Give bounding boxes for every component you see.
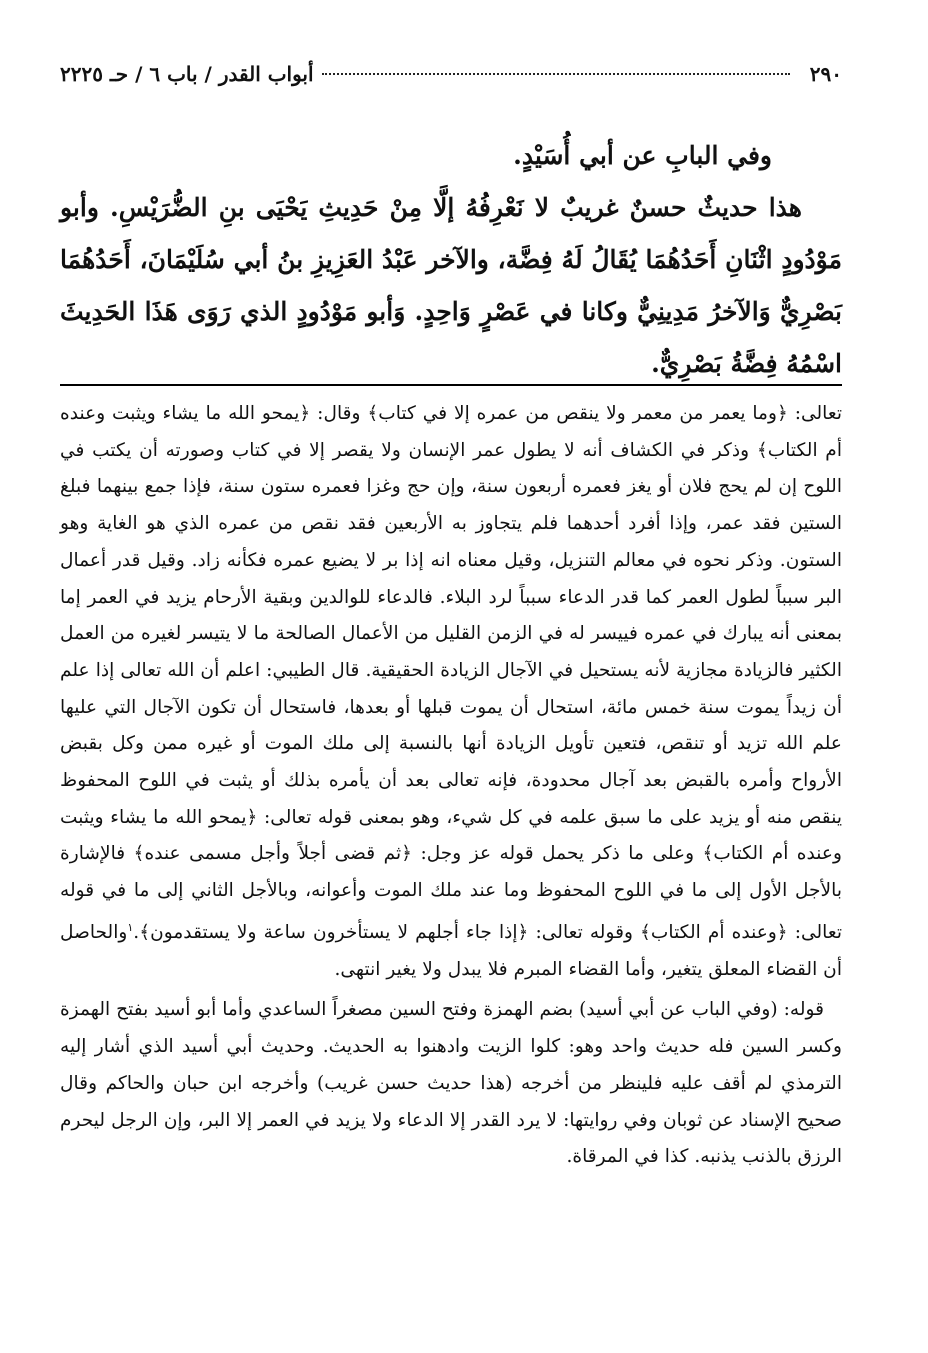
hadith-paragraph-1: وفي البابِ عن أبي أُسَيْدٍ. <box>513 141 772 170</box>
hadith-text <box>60 130 842 390</box>
hadith-paragraph-2: هذا حديثٌ حسنٌ غريبٌ لا نَعْرِفُهُ إلَّا مِنْ حَدِيثِ يَحْيَى بنِ الضُّرَيْسِ. وأبو مَوْدُودٍ اثْنَانِ أَحَدُهُمَا يُقَالُ لَهُ فِضَّة، والآخر عَبْدُ العَزِيزِ بنُ أبي سُلَيْمَانَ، أَحَدُهُمَا بَصْرِيٌّ وَالآخرُ مَدِينِيٌّ وكانا في عَصْرٍ وَاحِدٍ. وَأبو مَوْدُودٍ الذي رَوَى هَذَا الحَدِيثَ اسْمُهُ فِضَّةُ بَصْرِيٌّ. <box>60 193 842 378</box>
commentary-paragraph-1-end: والحاصل أن القضاء المعلق يتغير، وأما القضاء المبرم فلا يبدل ولا يغير انتهى. <box>60 922 842 980</box>
page-number: ٢٩٠ <box>809 62 842 86</box>
separator-rule <box>60 384 842 386</box>
page-header <box>60 62 842 92</box>
running-title: أبواب القدر / باب ٦ / حـ ٢٢٢٥ <box>60 62 314 86</box>
dotted-leader <box>322 73 790 75</box>
footnote-marker: ١ <box>127 920 134 934</box>
commentary-paragraph-1-body: تعالى: ﴿وما يعمر من معمر ولا ينقص من عمره إلا في كتاب﴾ وقال: ﴿يمحو الله ما يشاء ويثبت وعنده أم الكتاب﴾ وذكر في الكشاف أنه لا يطول عمر الإنسان ولا يقصر إلا في كتاب وصورته أن يكتب في اللوح إن لم يحج فلان أو يغز فعمره أربعون سنة، وإن حج وغزا فعمره ستون سنة، فإذا جمع بينهما فبلغ الستين فقد عمر، وإذا أفرد أحدهما فلم يتجاوز به الأربعين فقد نقص من عمره الذي هو الغاية وهو الستون. وذكر نحوه في معالم التنزيل، وقيل معناه انه إذا بر لا يضيع عمره فكأنه زاد. وقيل قدر أعمال البر سبباً لطول العمر كما قدر الدعاء سبباً لرد البلاء. فالدعاء للوالدين وبقية الأرحام يزيد في العمر إما بمعنى أنه يبارك في عمره فييسر له في الزمن القليل من الأعمال الصالحة ما لا يتيسر لغيره من العمل الكثير فالزيادة مجازية لأنه يستحيل في الآجال الزيادة الحقيقية. قال الطيبي: اعلم أن الله تعالى إذا علم أن زيداً يموت سنة خمس مائة، استحال أن يموت قبلها أو بعدها، فاستحال أن تكون الآجال التي عليها علم الله تزيد أو تنقص، فتعين تأويل الزيادة أنها بالنسبة إلى ملك الموت أو غيره ممن وكل بقبض الأرواح وأمره بالقبض بعد آجال محدودة، فإنه تعالى بعد أن يأمره بذلك أو يثبت في اللوح المحفوظ ينقص منه أو يزيد على ما سبق علمه في كل شيء، وهو بمعنى قوله تعالى: ﴿يمحو الله ما يشاء ويثبت وعنده أم الكتاب﴾ وعلى ما ذكر يحمل قوله عز وجل: ﴿ثم قضى أجلاً وأجل مسمى عنده﴾ فالإشارة بالأجل الأول إلى ما في اللوح المحفوظ وما عند ملك الموت وأعوانه، وبالأجل الثاني إلى ما في قوله تعالى: ﴿وعنده أم الكتاب﴾ وقوله تعالى: ﴿إذا جاء أجلهم لا يستأخرون ساعة ولا يستقدمون﴾. <box>60 403 843 944</box>
commentary-paragraph-1 <box>60 396 842 988</box>
commentary <box>60 396 842 1176</box>
book-page <box>60 40 842 1320</box>
commentary-paragraph-2: قوله: (وفي الباب عن أبي أسيد) بضم الهمزة وفتح السين مصغراً الساعدي وأما أبو أسيد بفتح الهمزة وكسر السين فله حديث واحد وهو: كلوا الزيت وادهنوا به الحديث. وحديث أبي أسيد الذي أشار إليه الترمذي لم أقف عليه فلينظر من أخرجه (هذا حديث حسن غريب) وأخرجه ابن حبان والحاكم وقال صحيح الإسناد عن ثوبان وفي روايتها: لا يرد القدر إلا الدعاء ولا يزيد في العمر إلا البر، وإن الرجل ليحرم الرزق بالذنب يذنبه. كذا في المرقاة. <box>60 999 842 1168</box>
